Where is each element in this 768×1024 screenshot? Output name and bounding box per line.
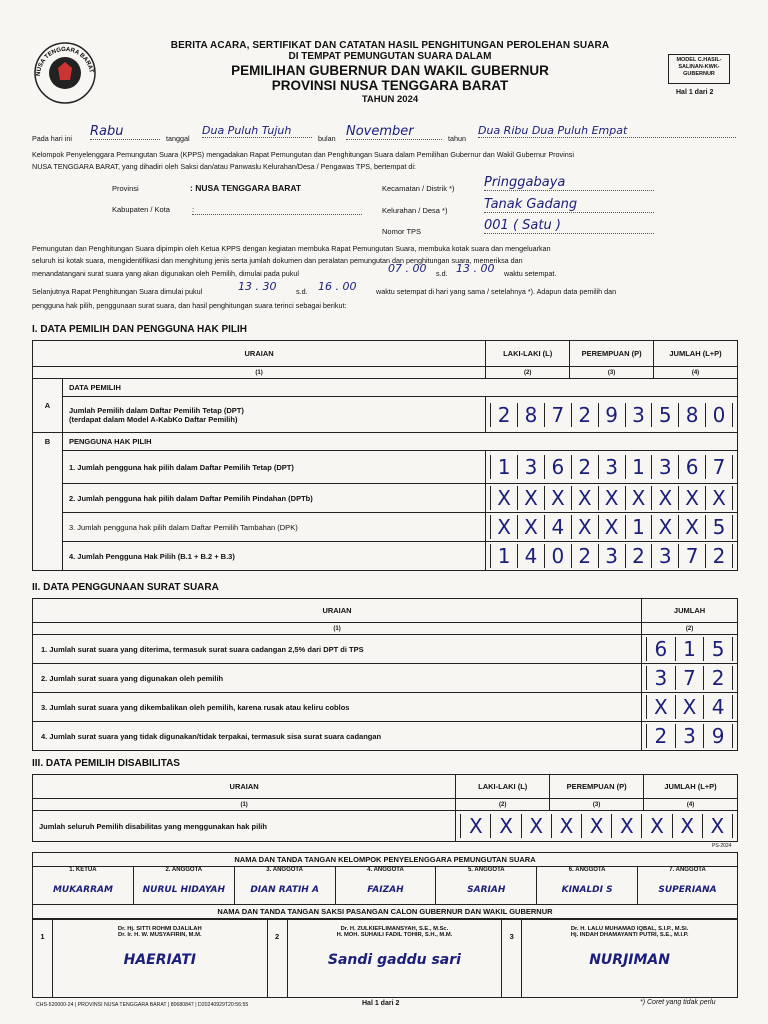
kpps-member	[234, 867, 335, 905]
section1-table	[32, 340, 738, 571]
digit: 4	[704, 695, 733, 719]
kpps-name: SUPERIANA	[658, 885, 717, 895]
saksi-1-gub: Dr. Hj. SITTI ROHMI DJALILAH	[117, 926, 202, 932]
s3-n3: (3)	[550, 799, 644, 811]
digit: 4	[545, 515, 572, 539]
digit: X	[626, 486, 653, 510]
saksi-title: NAMA DAN TANDA TANGAN SAKSI PASANGAN CALON GUBERNUR DAN WAKIL GUBERNUR	[33, 905, 738, 919]
s3-r1-values	[456, 811, 738, 842]
s3-r1-label: Jumlah seluruh Pemilih disabilitas yang menggunakan hak pilih	[33, 811, 456, 842]
saksi-pair-1	[52, 920, 267, 998]
s3-jumlah-header: JUMLAH (L+P)	[644, 775, 738, 799]
s1-dpt-line2: (terdapat dalam Model A-KabKo Daftar Pemilih)	[68, 414, 238, 424]
kpps-role: 7. ANGGOTA	[669, 867, 706, 873]
s1-n4: (4)	[654, 367, 738, 379]
digit: X	[599, 486, 626, 510]
kpps-name: FAIZAH	[367, 885, 404, 895]
s1-b: B	[33, 433, 63, 571]
provinsi-label: Provinsi	[112, 184, 139, 193]
digit: X	[703, 814, 733, 838]
kpps-name: NURUL HIDAYAH	[142, 885, 225, 895]
digit: 8	[518, 403, 545, 427]
header-line4: PROVINSI NUSA TENGGARA BARAT	[271, 78, 509, 93]
digit: 0	[545, 544, 572, 568]
bulan-value: November	[346, 124, 442, 140]
kpps-role: 5. ANGGOTA	[467, 867, 505, 873]
digit: 9	[704, 724, 733, 748]
s1-uraian-header: URAIAN	[33, 341, 486, 367]
start-time: 07 . 00	[388, 262, 427, 275]
footer-left: CHS-520000-24 | PROVINSI NUSA TENGGARA BARAT | 80680847 | D20240929T20:56:55	[36, 1002, 249, 1008]
kpps-member	[638, 867, 738, 905]
s1-jumlah-header: JUMLAH (L+P)	[654, 341, 738, 367]
saksi-2-wagub: H. MOH. SUHAILI FADIL TOHIR, S.H., M.M.	[336, 932, 453, 938]
s1-a: A	[33, 379, 63, 433]
s1-r1-label: 1. Jumlah pengguna hak pilih dalam Daftar Pemilih Tetap (DPT)	[62, 451, 485, 484]
kpps-role: 2. ANGGOTA	[165, 867, 203, 873]
digit: X	[491, 486, 518, 510]
saksi-1-wagub: Dr. Ir. H. W. MUSYAFIRIN, M.M.	[118, 932, 202, 938]
s2-r1-boxes	[646, 637, 733, 661]
s1-r3-values	[486, 513, 738, 542]
bulan-label: bulan	[318, 134, 336, 143]
s1-laki-header: LAKI-LAKI (L)	[486, 341, 570, 367]
digit: 1	[626, 515, 653, 539]
kelurahan-value: Tanak Gadang	[484, 197, 654, 213]
s1-dpt-line1: Jumlah Pemilih dalam Daftar Pemilih Tetap (DPT)	[68, 405, 244, 415]
end-time: 13 . 00	[456, 262, 495, 275]
digit: X	[572, 486, 599, 510]
saksi-3-signature: NURJIMAN	[589, 952, 670, 968]
tps-value: 001 ( Satu )	[484, 218, 654, 234]
saksi-num-3: 3	[502, 920, 522, 998]
digit: 5	[704, 637, 733, 661]
s3-laki-header: LAKI-LAKI (L)	[456, 775, 550, 799]
saksi-pair-2	[287, 920, 502, 998]
header	[130, 40, 650, 105]
header-line2: DI TEMPAT PEMUNGUTAN SUARA DALAM	[288, 51, 492, 62]
digit: 5	[706, 515, 733, 539]
tahun-label: tahun	[448, 134, 466, 143]
digit: X	[642, 814, 672, 838]
digit: 3	[652, 544, 679, 568]
s1-dpt-values	[486, 397, 738, 433]
start-time-2: 13 . 30	[238, 280, 277, 293]
digit: X	[522, 814, 552, 838]
kpu-logo	[30, 38, 100, 108]
s2-r2-boxes	[646, 666, 733, 690]
digit: 5	[652, 403, 679, 427]
sd-label-2: s.d.	[296, 287, 308, 296]
section2-title: II. DATA PENGGUNAAN SURAT SUARA	[32, 582, 219, 593]
digit: X	[647, 695, 676, 719]
saksi-num-2: 2	[267, 920, 287, 998]
digit: 3	[599, 544, 626, 568]
s1-r1-boxes	[490, 455, 733, 479]
saksi-3-gub: Dr. H. LALU MUHAMAD IQBAL, S.I.P., M.Si.	[570, 926, 689, 932]
s3-n1: (1)	[33, 799, 456, 811]
digit: 2	[572, 455, 599, 479]
footer-note: *) Coret yang tidak perlu	[640, 999, 716, 1006]
s1-r4-label: 4. Jumlah Pengguna Hak Pilih (B.1 + B.2 + B.3)	[62, 542, 485, 571]
saksi-num-1: 1	[33, 920, 53, 998]
s2-uraian-header: URAIAN	[33, 599, 642, 623]
s1-r4-values	[486, 542, 738, 571]
digit: 9	[599, 403, 626, 427]
section3-title: III. DATA PEMILIH DISABILITAS	[32, 758, 180, 769]
header-line1: BERITA ACARA, SERTIFIKAT DAN CATATAN HASIL PENGHITUNGAN PEROLEHAN SUARA	[170, 40, 610, 51]
digit: 1	[491, 544, 518, 568]
sd-label: s.d.	[436, 269, 448, 278]
digit: 7	[679, 544, 706, 568]
s2-r1-label: 1. Jumlah surat suara yang diterima, termasuk surat suara cadangan 2,5% dari DPT di TPS	[33, 635, 642, 664]
digit: 3	[647, 666, 676, 690]
page-number: Hal 1 dari 2	[676, 89, 714, 96]
kpps-title: NAMA DAN TANDA TANGAN KELOMPOK PENYELENGGARA PEMUNGUTAN SUARA	[33, 853, 738, 867]
digit: X	[491, 515, 518, 539]
kpps-table	[32, 852, 738, 919]
s2-r4-boxes	[646, 724, 733, 748]
s1-n3: (3)	[570, 367, 654, 379]
digit: 7	[706, 455, 733, 479]
digit: X	[518, 486, 545, 510]
s1-n2: (2)	[486, 367, 570, 379]
digit: X	[706, 486, 733, 510]
digit: 3	[518, 455, 545, 479]
s2-r4-values	[642, 722, 738, 751]
s3-uraian-header: URAIAN	[33, 775, 456, 799]
digit: 7	[545, 403, 572, 427]
tahun-value: Dua Ribu Dua Puluh Empat	[478, 124, 736, 138]
saksi-pair-3	[522, 920, 738, 998]
digit: 6	[647, 637, 676, 661]
s1-r4-boxes	[490, 544, 733, 568]
body-para2a: Pemungutan dan Penghitungan Suara dipimpin oleh Ketua KPPS dengan kegiatan membuka Rapat Pemungutan Suara, membuka kotak suara dan mengeluarkan	[32, 244, 551, 253]
intro-para1: Kelompok Penyelenggara Pemungutan Suara (KPPS) mengadakan Rapat Pemungutan dan Penghitungan Suara dalam Pemilihan Gubernur dan Wakil Gubernur Provinsi	[32, 150, 574, 159]
s2-r2-values	[642, 664, 738, 693]
s1-r2-label: 2. Jumlah pengguna hak pilih dalam Daftar Pemilih Pindahan (DPTb)	[62, 484, 485, 513]
digit: X	[679, 486, 706, 510]
digit: 2	[626, 544, 653, 568]
ps-code: PS-2024	[712, 843, 732, 849]
body-para3c: pengguna hak pilih, penggunaan surat suara, dan hasil penghitungan suara terinci sebagai berikut:	[32, 301, 347, 310]
provinsi-value: : NUSA TENGGARA BARAT	[190, 183, 302, 193]
digit: 3	[676, 724, 705, 748]
s2-r4-label: 4. Jumlah surat suara yang tidak digunakan/tidak terpakai, termasuk sisa surat suara cadangan	[33, 722, 642, 751]
s3-perempuan-header: PEREMPUAN (P)	[550, 775, 644, 799]
section3-table	[32, 774, 738, 842]
s1-perempuan-header: PEREMPUAN (P)	[570, 341, 654, 367]
tanggal-label: tanggal	[166, 134, 190, 143]
digit: 6	[545, 455, 572, 479]
kpps-member	[335, 867, 436, 905]
end-time-2: 16 . 00	[318, 280, 357, 293]
body-para2b: seluruh isi kotak suara, mengidentifikasi dan menghitung jenis serta jumlah dokumen dan peralatan pemungutan dan penghitungan suara, memeriksa dan	[32, 256, 523, 265]
digit: X	[652, 515, 679, 539]
kabupaten-label: Kabupaten / Kota	[112, 205, 170, 214]
body-para3a: Selanjutnya Rapat Penghitungan Suara dimulai pukul	[32, 287, 203, 296]
s1-r2-values	[486, 484, 738, 513]
header-line3: PEMILIHAN GUBERNUR DAN WAKIL GUBERNUR	[231, 63, 549, 78]
s1-r3-boxes	[490, 515, 733, 539]
body-para3b: waktu setempat di hari yang sama / setelahnya *). Adapun data pemilih dan	[376, 287, 617, 296]
pada-hari-label: Pada hari ini	[32, 134, 72, 143]
digit: X	[679, 515, 706, 539]
s3-n2: (2)	[456, 799, 550, 811]
digit: X	[491, 814, 521, 838]
digit: 0	[706, 403, 733, 427]
digit: X	[582, 814, 612, 838]
s1-dpt-label	[62, 397, 485, 433]
body-para2c: menandatangani surat suara yang akan digunakan oleh Pemilih, dimulai pada pukul	[32, 269, 299, 278]
digit: X	[461, 814, 491, 838]
digit: 1	[491, 455, 518, 479]
section1-title: I. DATA PEMILIH DAN PENGGUNA HAK PILIH	[32, 324, 247, 335]
s1-n1: (1)	[33, 367, 486, 379]
s2-r2-label: 2. Jumlah surat suara yang digunakan oleh pemilih	[33, 664, 642, 693]
digit: 2	[647, 724, 676, 748]
saksi-3-wagub: Hj. INDAH DHAMAYANTI PUTRI, S.E., M.I.P.	[570, 932, 689, 938]
kpps-member	[537, 867, 638, 905]
s1-r3-label: 3. Jumlah pengguna hak pilih dalam Daftar Pemilih Tambahan (DPK)	[62, 513, 485, 542]
kecamatan-label: Kecamatan / Distrik *)	[382, 184, 455, 193]
waktu-label: waktu setempat.	[504, 269, 557, 278]
digit: 3	[599, 455, 626, 479]
kpps-role: 1. KETUA	[69, 867, 97, 873]
digit: 8	[679, 403, 706, 427]
s2-jumlah-header: JUMLAH	[642, 599, 738, 623]
digit: X	[599, 515, 626, 539]
kpps-role: 4. ANGGOTA	[367, 867, 404, 873]
kpps-role: 3. ANGGOTA	[266, 867, 303, 873]
tanggal-value: Dua Puluh Tujuh	[202, 124, 312, 138]
s1-dpt-boxes	[490, 403, 733, 427]
footer-page: Hal 1 dari 2	[362, 1000, 400, 1007]
saksi-2-signature: Sandi gaddu sari	[327, 952, 461, 968]
kpps-name: SARIAH	[467, 885, 506, 895]
digit: 7	[676, 666, 705, 690]
digit: 2	[572, 544, 599, 568]
digit: X	[545, 486, 572, 510]
digit: 2	[572, 403, 599, 427]
digit: 3	[652, 455, 679, 479]
digit: 1	[626, 455, 653, 479]
s3-r1-boxes	[460, 814, 733, 838]
kelurahan-label: Kelurahan / Desa *)	[382, 206, 448, 215]
digit: 2	[706, 544, 733, 568]
digit: X	[652, 486, 679, 510]
digit: X	[612, 814, 642, 838]
kecamatan-value: Pringgabaya	[484, 175, 654, 191]
digit: 4	[518, 544, 545, 568]
kpps-role: 6. ANGGOTA	[568, 867, 606, 873]
digit: 6	[679, 455, 706, 479]
kpps-name: DIAN RATIH A	[250, 885, 319, 895]
saksi-1-signature: HAERIATI	[123, 952, 196, 968]
s1-r1-values	[486, 451, 738, 484]
intro-para1b: NUSA TENGGARA BARAT, yang dihadiri oleh Saksi dan/atau Panwaslu Kelurahan/Desa / Pengawas TPS, bertempat di:	[32, 162, 416, 171]
saksi-table	[32, 919, 738, 998]
s2-r1-values	[642, 635, 738, 664]
saksi-2-gub: Dr. H. ZULKIEFLIMANSYAH, S.E., M.Sc.	[340, 926, 449, 932]
kpps-name: KINALDI S	[561, 885, 613, 895]
digit: 2	[704, 666, 733, 690]
digit: 2	[491, 403, 518, 427]
digit: 3	[626, 403, 653, 427]
digit: X	[518, 515, 545, 539]
s1-b-title: PENGGUNA HAK PILIH	[62, 433, 737, 451]
s1-r2-boxes	[490, 486, 733, 510]
s2-n2: (2)	[642, 623, 738, 635]
s2-r3-values	[642, 693, 738, 722]
digit: X	[676, 695, 705, 719]
header-line5: TAHUN 2024	[361, 94, 419, 105]
model-box: MODEL C.HASIL-SALINAN-KWK-GUBERNUR	[668, 54, 730, 84]
digit: 1	[676, 637, 705, 661]
digit: X	[673, 814, 703, 838]
kpps-member	[133, 867, 234, 905]
digit: X	[552, 814, 582, 838]
hari-value: Rabu	[90, 124, 160, 140]
s2-r3-boxes	[646, 695, 733, 719]
digit: X	[572, 515, 599, 539]
s2-n1: (1)	[33, 623, 642, 635]
section2-table	[32, 598, 738, 751]
tps-label: Nomor TPS	[382, 227, 422, 236]
kpps-name: MUKARRAM	[52, 885, 113, 895]
kabupaten-value: :	[192, 205, 362, 215]
s2-r3-label: 3. Jumlah surat suara yang dikembalikan oleh pemilih, karena rusak atau keliru coblos	[33, 693, 642, 722]
s3-n4: (4)	[644, 799, 738, 811]
s1-a-title: DATA PEMILIH	[62, 379, 737, 397]
kpps-member	[436, 867, 537, 905]
kpps-member	[33, 867, 134, 905]
logo-text: NUSA TENGGARA BARAT	[35, 46, 94, 77]
